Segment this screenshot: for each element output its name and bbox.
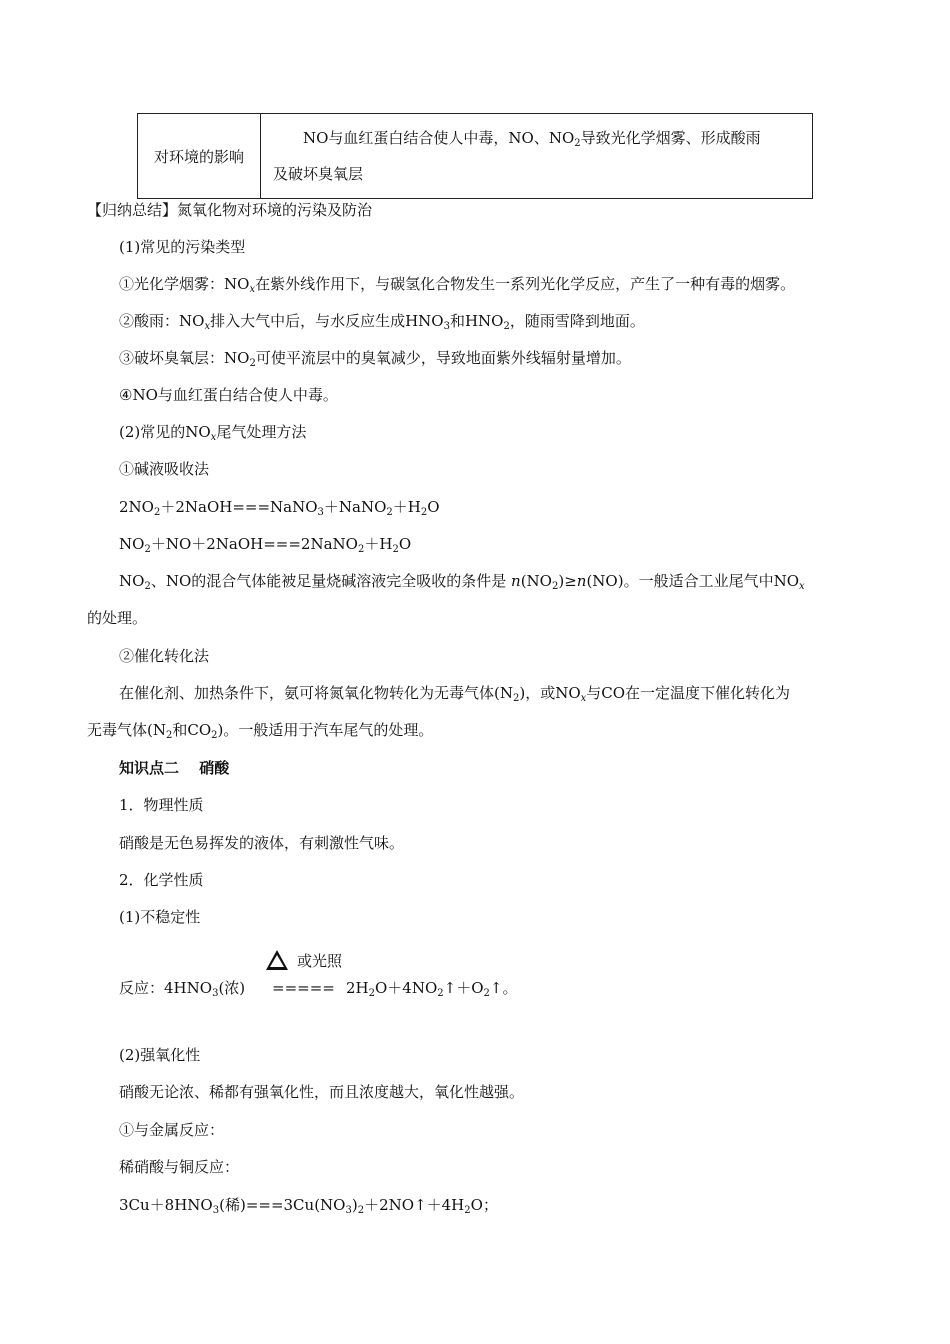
sub: 2 xyxy=(392,544,399,555)
sub: 2 xyxy=(144,544,151,555)
text: ＋2NO↑＋4H xyxy=(364,1196,465,1214)
text: ) xyxy=(351,1196,358,1214)
sub: 2 xyxy=(512,693,520,704)
text: ③破坏臭氧层：NO xyxy=(119,349,250,367)
sub: 2 xyxy=(153,507,161,518)
text: n xyxy=(511,572,521,590)
equation-3 xyxy=(119,1195,498,1215)
sub: x xyxy=(204,321,211,332)
type-poisoning: ④NO与血红蛋白结合使人中毒。 xyxy=(119,386,338,404)
text: ＋H xyxy=(392,498,421,516)
table-row-content xyxy=(261,114,813,199)
text: NO xyxy=(119,572,145,590)
text: 在紫外线作用下，与碳氢化合物发生一系列光化学反应，产生了一种有毒的烟雾。 xyxy=(255,275,796,293)
content-text-3: 及破坏臭氧层 xyxy=(273,165,364,183)
text: 3Cu＋8HNO xyxy=(119,1196,213,1214)
sub: 2 xyxy=(574,138,581,149)
metal-reaction-heading: ①与金属反应： xyxy=(119,1121,225,1139)
text: ，随雨雪降到地面。 xyxy=(509,312,645,330)
text: ↑＋O xyxy=(443,979,484,997)
sub: 2 xyxy=(464,1205,471,1216)
sub: x xyxy=(580,693,587,704)
sub: 2 xyxy=(551,581,559,592)
sub: x xyxy=(210,432,217,443)
table-row-label: 对环境的影响 xyxy=(138,114,261,199)
text: (2)常见的NO xyxy=(119,423,211,441)
decomposition-reactants xyxy=(119,978,245,998)
physical-properties-heading: 1．物理性质 xyxy=(119,796,204,814)
sub: 2 xyxy=(368,988,375,999)
catalytic-text-line-1 xyxy=(119,683,790,703)
sub: 3 xyxy=(212,988,219,999)
absorption-condition-line-2: 的处理。 xyxy=(87,609,148,627)
method-alkali-absorption: ①碱液吸收法 xyxy=(119,460,210,478)
text: ＋H xyxy=(364,535,393,553)
type-photochemical-smog xyxy=(119,274,795,294)
sub: 2 xyxy=(211,730,218,741)
physical-properties-text: 硝酸是无色易挥发的液体，有刺激性气味。 xyxy=(119,834,405,852)
absorption-condition-line-1 xyxy=(119,571,805,591)
section-heading-nitric-acid: 知识点二 硝酸 xyxy=(119,759,230,777)
sub: 2 xyxy=(144,581,151,592)
sub: 2 xyxy=(357,1205,365,1216)
content-text-2: 导致光化学烟雾、形成酸雨 xyxy=(580,129,761,147)
decomposition-products xyxy=(346,978,517,998)
heating-triangle-icon xyxy=(266,950,288,970)
text: (浓) xyxy=(218,979,246,997)
sub: 2 xyxy=(386,507,393,518)
sub: 3 xyxy=(443,321,450,332)
text: 在催化剂、加热条件下，氨可将氮氧化物转化为无毒气体(N xyxy=(119,684,513,702)
text: O； xyxy=(470,1196,498,1214)
reaction-condition-label: 或光照 xyxy=(297,952,343,970)
text: 2NO xyxy=(119,498,154,516)
content-text-1: NO与血红蛋白结合使人中毒，NO、NO xyxy=(303,129,575,147)
catalytic-text-line-2 xyxy=(87,720,433,740)
chemical-properties-heading: 2．化学性质 xyxy=(119,871,204,889)
treatment-methods-heading xyxy=(119,422,306,442)
sub: 2 xyxy=(437,988,444,999)
sub: x xyxy=(799,581,805,592)
type-ozone-damage xyxy=(119,348,631,368)
oxidizing-heading: (2)强氧化性 xyxy=(119,1046,201,1064)
text: 反应：4HNO xyxy=(119,979,213,997)
instability-heading: (1)不稳定性 xyxy=(119,908,201,926)
text: 排入大气中后，与水反应生成HNO xyxy=(210,312,444,330)
text: ①光化学烟雾：NO xyxy=(119,275,250,293)
text: 无毒气体(N xyxy=(87,721,166,739)
text: 与CO在一定温度下催化转化为 xyxy=(586,684,791,702)
sub: x xyxy=(249,284,256,295)
text: 和HNO xyxy=(449,312,504,330)
text: O xyxy=(398,535,412,553)
sub: 2 xyxy=(165,730,173,741)
text: )。一般适用于汽车尾气的处理。 xyxy=(217,721,434,739)
text: NO xyxy=(119,535,145,553)
text: ↑。 xyxy=(489,979,518,997)
sub: 3 xyxy=(345,1205,352,1216)
sub: 2 xyxy=(420,507,428,518)
text: (NO xyxy=(520,572,552,590)
method-catalytic-conversion: ②催化转化法 xyxy=(119,647,210,665)
text: ＋NO＋2NaOH===2NaNO xyxy=(150,535,358,553)
type-acid-rain xyxy=(119,311,645,331)
text: )≥ xyxy=(558,572,577,590)
text: n xyxy=(576,572,587,590)
text: )，或NO xyxy=(519,684,581,702)
text: (稀)===3Cu(NO xyxy=(219,1196,346,1214)
sub: 2 xyxy=(503,321,510,332)
equation-2 xyxy=(119,534,411,554)
text: 、NO的混合气体能被足量烧碱溶液完全吸收的条件是 xyxy=(150,572,512,590)
text: ＋2NaOH===NaNO xyxy=(160,498,318,516)
text: ②酸雨：NO xyxy=(119,312,205,330)
sub: 3 xyxy=(317,507,324,518)
pollution-types-heading: (1)常见的污染类型 xyxy=(119,238,246,256)
sub: 3 xyxy=(212,1205,220,1216)
text: O＋4NO xyxy=(375,979,438,997)
text: 2H xyxy=(346,979,369,997)
text: 和CO xyxy=(172,721,212,739)
text: 可使平流层中的臭氧减少，导致地面紫外线辐射量增加。 xyxy=(255,349,631,367)
sub: 2 xyxy=(249,358,256,369)
decomposition-equals: ===== xyxy=(272,979,335,997)
text: O xyxy=(427,498,440,516)
sub: 2 xyxy=(483,988,490,999)
summary-heading: 【归纳总结】氮氧化物对环境的污染及防治 xyxy=(87,201,373,219)
environment-impact-table xyxy=(137,113,813,199)
oxidizing-text: 硝酸无论浓、稀都有强氧化性，而且浓度越大，氧化性越强。 xyxy=(119,1083,525,1101)
text: 尾气处理方法 xyxy=(216,423,307,441)
text: (NO)。一般适合工业尾气中NO xyxy=(586,572,799,590)
text: ＋NaNO xyxy=(323,498,387,516)
sub: 2 xyxy=(357,544,365,555)
dilute-copper-heading: 稀硝酸与铜反应： xyxy=(119,1158,240,1176)
equation-1 xyxy=(119,497,440,517)
